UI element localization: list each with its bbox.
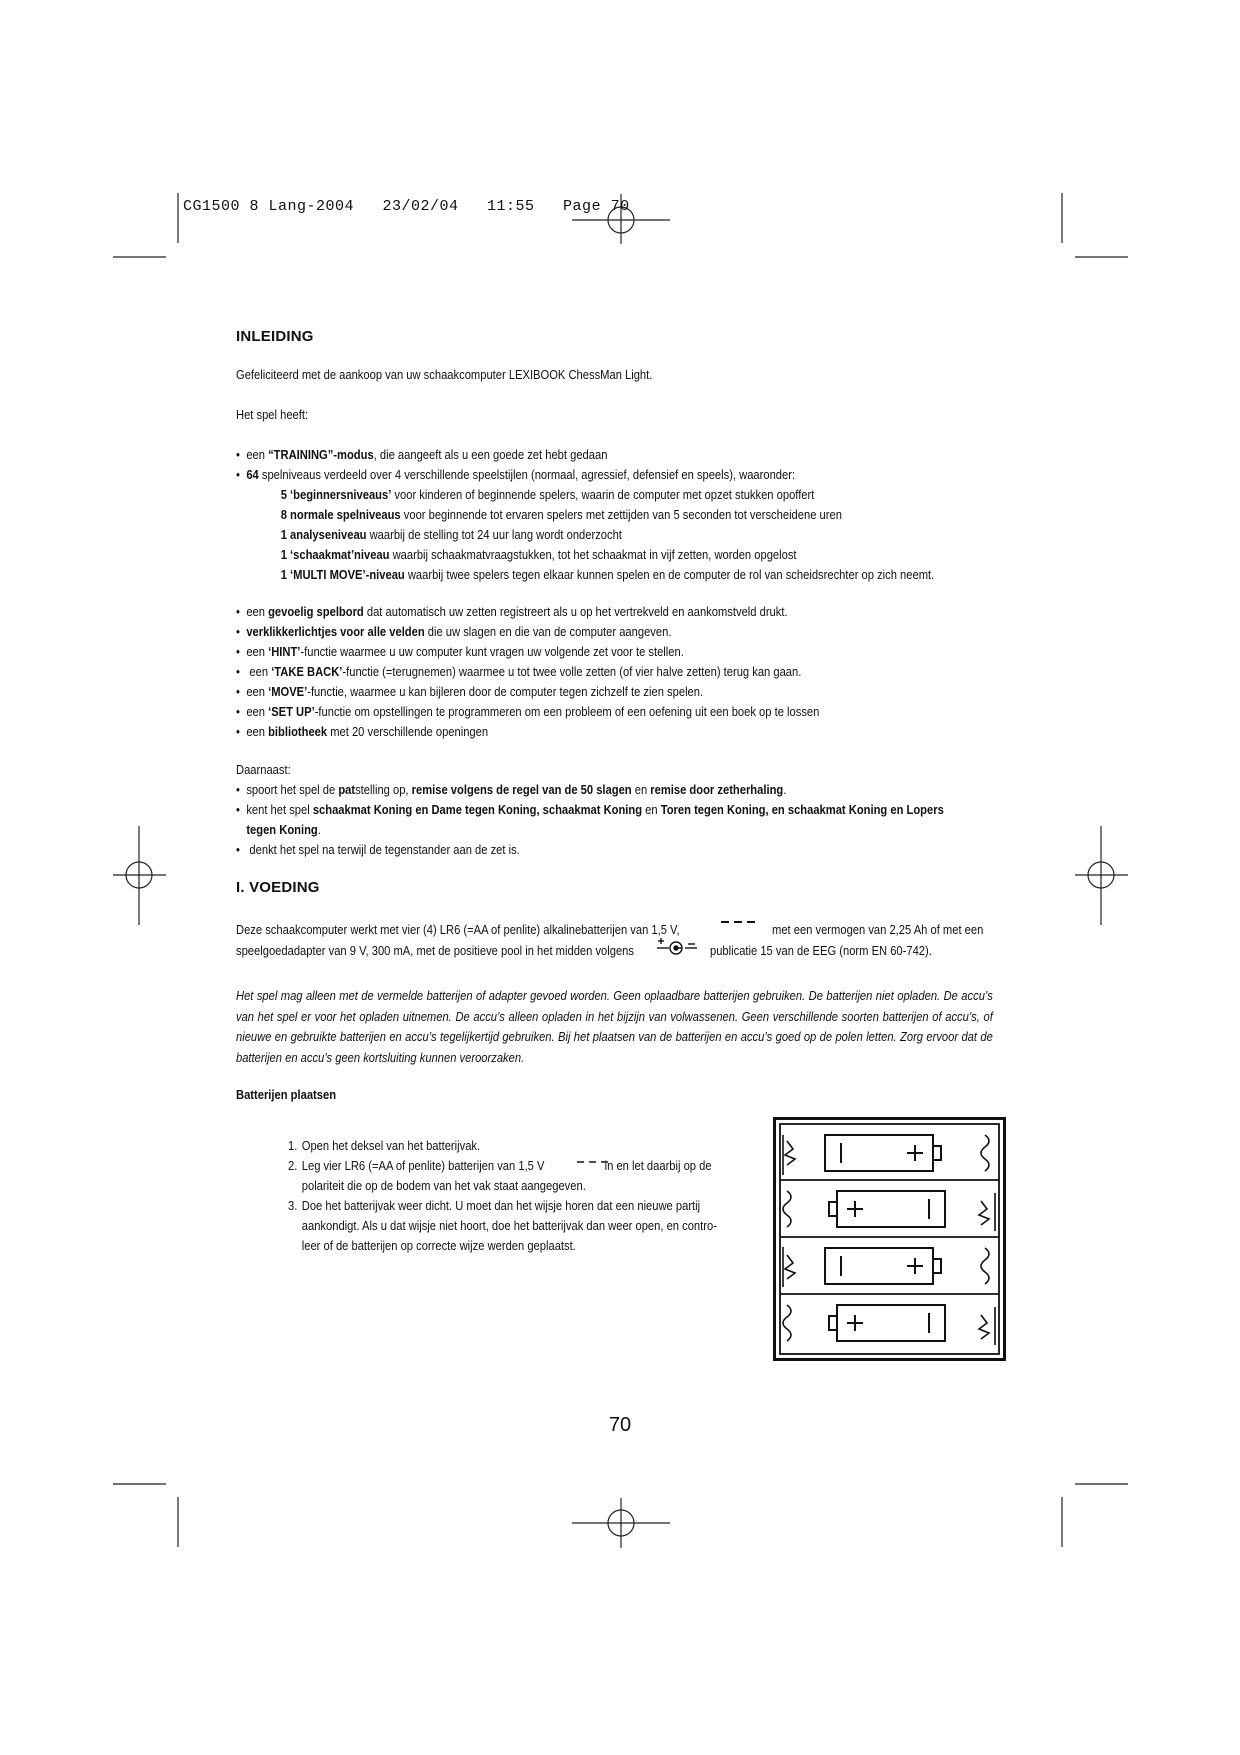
list-item: • spoort het spel de patstelling op, remise volgens de regel van de 50 slagen en remise door zetherhaling.	[236, 782, 787, 797]
level-item: 8 normale spelniveaus voor beginnende tot ervaren spelers met zettijden van 5 seconden tot verscheidene uren	[280, 507, 842, 522]
safety-warning: Het spel mag alleen met de vermelde batterijen of adapter gevoed worden. Geen oplaadbare batterijen gebruiken. De batterijen niet opladen. De accu’s van het spel er voor het opladen uitnemen. De accu’s alleen opladen in het bijzijn van volwassenen. Geen verschillende soorten batterijen of accu’s, of nieuwe en gebruikte batterijen en accu’s tegelijkertijd gebruiken. Bij het plaatsen van de batterijen en accu’s goed op de polen letten. Zorg ervoor dat de batterijen en accu’s geen kortsluiting kunnen veroorzaken.	[236, 988, 993, 1065]
section-heading-inleiding: INLEIDING	[236, 328, 314, 345]
list-item: • 64 spelniveaus verdeeld over 4 verschillende speelstijlen (normaal, agressief, defensief en speels), waaronder:	[236, 467, 796, 482]
list-item: • een ‘MOVE’-functie, waarmee u kan bijleren door de computer tegen zichzelf te zien spelen.	[236, 684, 704, 699]
level-item: 1 ‘MULTI MOVE’-niveau waarbij twee spelers tegen elkaar kunnen spelen en de computer de rol van scheidsrechter op zich neemt.	[280, 567, 935, 582]
battery-install-heading: Batterijen plaatsen	[236, 1087, 337, 1102]
list-item-cont: leer of de batterijen op correcte wijze werden geplaatst.	[301, 1238, 576, 1253]
list-item: • verklikkerlichtjes voor alle velden die uw slagen en die van de computer aangeven.	[236, 624, 672, 639]
extra-label: Daarnaast:	[236, 762, 291, 777]
extra-list	[236, 760, 1059, 860]
level-item: 5 ‘beginnersniveaus’ voor kinderen of beginnende spelers, waarin de computer met opzet stukken opoffert	[280, 487, 815, 502]
list-item: • kent het spel schaakmat Koning en Dame tegen Koning, schaakmat Koning en Toren tegen Koning, en schaakmat Koning en Lopers	[236, 802, 944, 817]
polarity-symbol-icon	[655, 938, 699, 956]
list-item-cont: aankondigt. Als u dat wijsje niet hoort, doe het batterijvak dan weer open, en contro-	[301, 1218, 717, 1233]
list-item: 1. Open het deksel van het batterijvak.	[288, 1138, 481, 1153]
feature-list	[236, 445, 1048, 585]
battery-compartment-diagram	[773, 1117, 1006, 1361]
list-item: 3. Doe het batterijvak weer dicht. U moet dan het wijsje horen dat een nieuwe partij	[288, 1198, 701, 1213]
level-item: 1 ‘schaakmat’niveau waarbij schaakmatvraagstukken, tot het schaakmat in vijf zetten, worden opgelost	[280, 547, 797, 562]
page-number: 70	[608, 1414, 632, 1436]
dc-symbol-icon	[720, 919, 756, 929]
intro-features-lead: Het spel heeft:	[236, 407, 309, 422]
power-line-2: speelgoedadapter van 9 V, 300 mA, met de positieve pool in het midden volgens	[236, 943, 634, 958]
power-line-1: Deze schaakcomputer werkt met vier (4) LR6 (=AA of penlite) alkalinebatterijen van 1,5 V,	[236, 922, 680, 937]
power-line-2-end: publicatie 15 van de EEG (norm EN 60-742).	[710, 943, 932, 958]
install-steps	[288, 1136, 787, 1256]
list-item: • een ‘SET UP’-functie om opstellingen te programmeren om een probleem of een oefening uit een boek op te lossen	[236, 704, 820, 719]
print-slug: CG1500 8 Lang-2004 23/02/04 11:55 Page 70	[183, 198, 630, 215]
list-item: 2. Leg vier LR6 (=AA of penlite) batterijen van 1,5 V in en let daarbij op de	[288, 1158, 712, 1173]
list-item: • een ‘HINT’-functie waarmee u uw computer kunt vragen uw volgende zet voor te stellen.	[236, 644, 684, 659]
dc-symbol-icon-small	[576, 1160, 610, 1168]
list-item: • een gevoelig spelbord dat automatisch uw zetten registreert als u op het vertrekveld en aankomstveld drukt.	[236, 604, 788, 619]
list-item-cont: polariteit die op de bodem van het vak staat aangegeven.	[301, 1178, 586, 1193]
section-heading-voeding: I. VOEDING	[236, 879, 320, 896]
list-item: • een bibliotheek met 20 verschillende openingen	[236, 724, 489, 739]
feature-list-2	[236, 602, 914, 742]
list-item-cont: tegen Koning.	[246, 822, 321, 837]
intro-paragraph: Gefeliciteerd met de aankoop van uw schaakcomputer LEXIBOOK ChessMan Light.	[236, 367, 653, 382]
power-line-1-end: met een vermogen van 2,25 Ah of met een	[772, 922, 984, 937]
list-item: • denkt het spel na terwijl de tegenstander aan de zet is.	[236, 842, 520, 857]
list-item: • een ‘TAKE BACK’-functie (=terugnemen) waarmee u tot twee volle zetten (of vier halve zetten) terug kan gaan.	[236, 664, 802, 679]
list-item: • een “TRAINING”-modus, die aangeeft als u een goede zet hebt gedaan	[236, 447, 608, 462]
level-item: 1 analyseniveau waarbij de stelling tot 24 uur lang wordt onderzocht	[280, 527, 622, 542]
